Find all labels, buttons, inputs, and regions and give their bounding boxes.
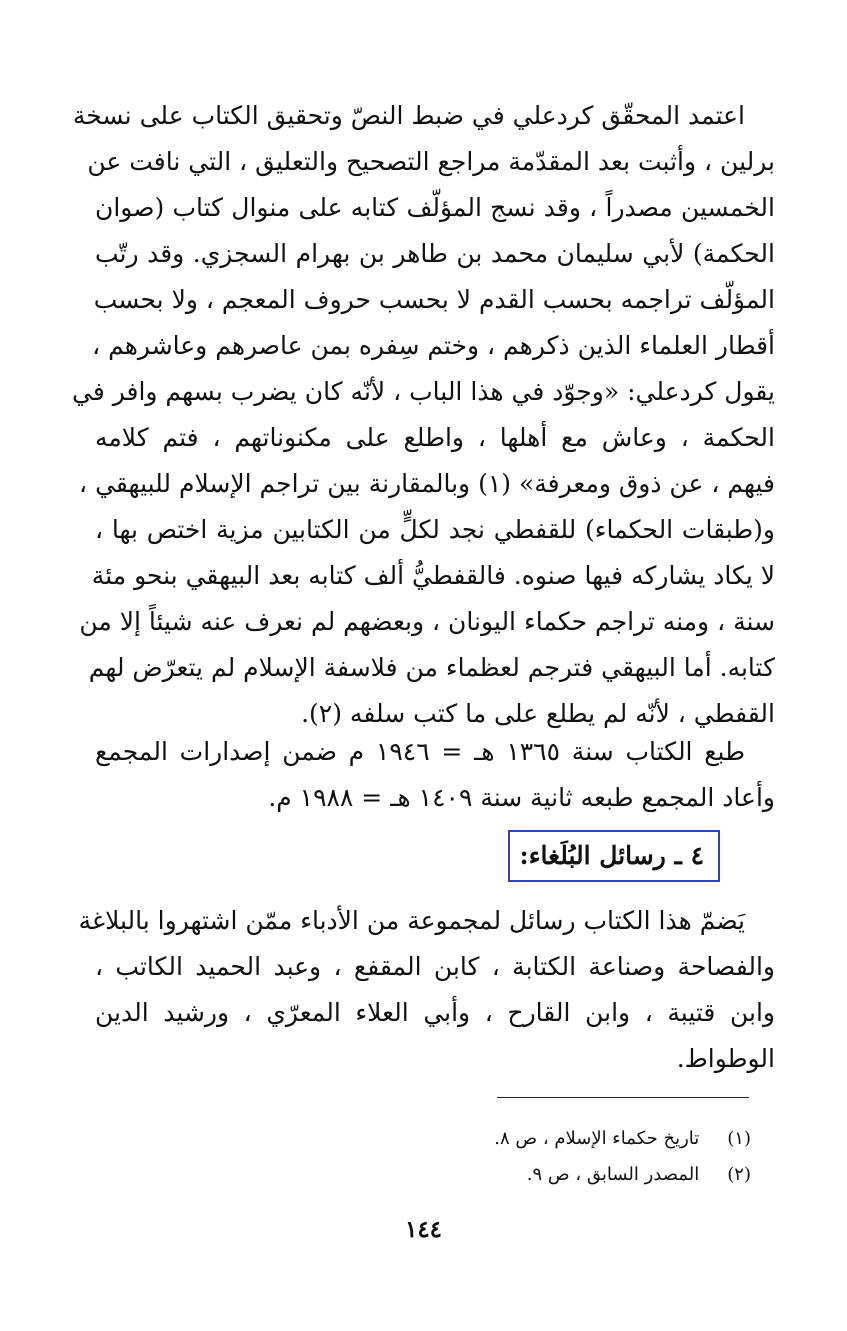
page-number: ١٤٤ bbox=[404, 1216, 443, 1243]
footnote-divider bbox=[497, 1097, 749, 1098]
text-line: اعتمد المحقّق كردعلي في ضبط النصّ وتحقيق الكتاب على نسخة bbox=[72, 101, 745, 130]
footnote bbox=[251, 1122, 751, 1156]
text-line: القفطي ، لأنّه لم يطلع على ما كتب سلفه (٢). bbox=[301, 699, 775, 728]
text-line: وأعاد المجمع طبعه ثانية سنة ١٤٠٩ هـ = ١٩٨٨ م. bbox=[268, 783, 775, 812]
text-line: الخمسين مصدراً ، وقد نسج المؤلّف كتابه على منوال كتاب (صوان bbox=[95, 193, 775, 222]
section-heading: ٤ ـ رسائل البُلَغاء: bbox=[508, 830, 720, 882]
footnote bbox=[251, 1158, 751, 1192]
text-line: و(طبقات الحكماء) للقفطي نجد لكلٍّ من الكتابين مزية اختص بها ، bbox=[95, 515, 775, 544]
text-line: لا يكاد يشاركه فيها صنوه. فالقفطيُّ ألف كتابه بعد البيهقي بنحو مئة bbox=[91, 561, 775, 590]
text-line: والفصاحة وصناعة الكتابة ، كابن المقفع ، وعبد الحميد الكاتب ، bbox=[95, 952, 775, 981]
text-line: يقول كردعلي: «وجوّد في هذا الباب ، لأنّه كان يضرب بسهم وافر في bbox=[71, 377, 775, 406]
text-line: يَضمّ هذا الكتاب رسائل لمجموعة من الأدباء ممّن اشتهروا بالبلاغة bbox=[78, 906, 745, 935]
text-line: فيهم ، عن ذوق ومعرفة» (١) وبالمقارنة بين تراجم الإسلام للبيهقي ، bbox=[79, 469, 775, 498]
text-line: وابن قتيبة ، وابن القارح ، وأبي العلاء المعرّي ، ورشيد الدين bbox=[95, 998, 775, 1027]
footnote-number: (٢) bbox=[727, 1164, 751, 1185]
text-line: كتابه. أما البيهقي فترجم لعظماء من فلاسفة الإسلام لم يتعرّض لهم bbox=[88, 653, 775, 682]
text-line: أقطار العلماء الذين ذكرهم ، وختم سِفره بمن عاصرهم وعاشرهم ، bbox=[92, 331, 775, 360]
text-line: الحكمة) لأبي سليمان محمد بن طاهر بن بهرام السجزي. وقد رتّب bbox=[95, 239, 775, 268]
text-line: طبع الكتاب سنة ١٣٦٥ هـ = ١٩٤٦ م ضمن إصدارات المجمع bbox=[95, 737, 745, 766]
text-line: المؤلّف تراجمه بحسب القدم لا بحسب حروف المعجم ، ولا بحسب bbox=[93, 285, 775, 314]
text-line: الوطواط. bbox=[676, 1044, 775, 1073]
footnote-text: المصدر السابق ، ص ٩. bbox=[526, 1164, 700, 1185]
text-line: سنة ، ومنه تراجم حكماء اليونان ، وبعضهم لم نعرف عنه شيئاً إلا من bbox=[79, 607, 775, 636]
text-line: الحكمة ، وعاش مع أهلها ، واطلع على مكنوناتهم ، فتم كلامه bbox=[95, 423, 775, 452]
footnote-number: (١) bbox=[727, 1128, 751, 1149]
text-line: برلين ، وأثبت بعد المقدّمة مراجع التصحيح والتعليق ، التي نافت عن bbox=[87, 147, 775, 176]
footnote-text: تاريخ حكماء الإسلام ، ص ٨. bbox=[494, 1128, 700, 1149]
